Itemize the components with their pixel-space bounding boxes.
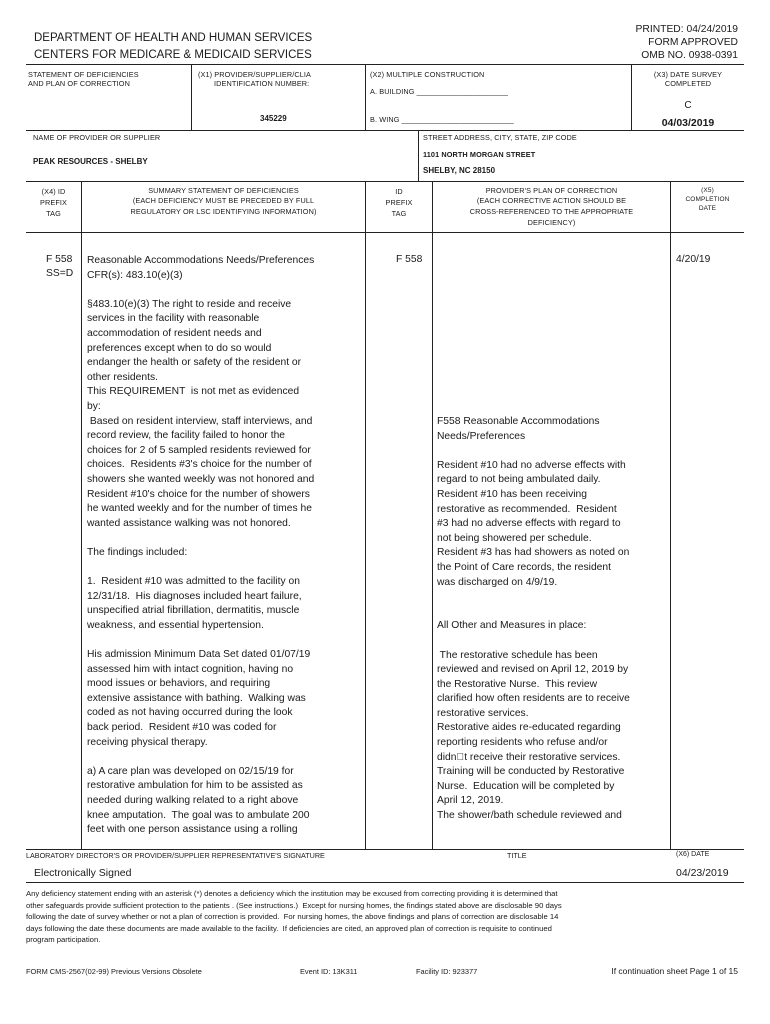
table-bottom-rule — [26, 849, 744, 850]
wing-line: B. WING ___________________________ — [370, 115, 514, 124]
id-header: TAG — [391, 209, 407, 218]
agency-title: CENTERS FOR MEDICARE & MEDICAID SERVICES — [34, 49, 312, 61]
address-street: 1101 NORTH MORGAN STREET — [423, 150, 536, 159]
date-label: (X6) DATE — [676, 851, 710, 858]
grid-rule — [26, 181, 744, 182]
x5-header: COMPLETION — [685, 196, 730, 203]
plan-of-correction: F558 Reasonable Accommodations Needs/Preferences Resident #10 had no adverse effects with regard to not being ambulated daily. Resident #10 has been receiving restorative as recommended. Resident #3 had no adverse effects with regard to not being showered per schedule. Resident #3 has had showers as noted on the Point of Care records, the resident was discharged on 4/9/19. All Other and Measures in place: The restorative schedule has been reviewed and revised on April 12, 2019 by the Restorative Nurse. This review clarified how often residents are to receive restorative services. Restorative aides re-educated regarding reporting residents who refuse and/or didn t receive their restorative services. Training will be conducted by Restorative Nurse. Education will be completed by April 12, 2019. The shower/bath schedule reviewed and — [437, 416, 630, 822]
survey-code: C — [684, 100, 692, 111]
signature-value: Electronically Signed — [34, 867, 132, 879]
x3-label: (X3) DATE SURVEY — [653, 70, 723, 79]
plan-tag: F 558 — [396, 254, 423, 265]
x4-header: (X4) ID — [41, 187, 66, 196]
plan-header: PROVIDER'S PLAN OF CORRECTION — [485, 186, 618, 195]
provider-id: 345229 — [260, 114, 287, 123]
id-header: ID — [395, 187, 403, 196]
x5-header: DATE — [698, 205, 717, 212]
address-city: SHELBY, NC 28150 — [423, 166, 496, 175]
statement-label: AND PLAN OF CORRECTION — [28, 79, 130, 88]
x3-label: COMPLETED — [664, 79, 712, 88]
deficiency-statement: Reasonable Accommodations Needs/Preferences CFR(s): 483.10(e)(3) §483.10(e)(3) The right to reside and receive services in the facility with reasonable accommodation of resident needs and preferences except when to do so would endanger the health or safety of the resident or other residents. This REQUIREMENT is not met as evidenced by: Based on resident interview, staff interviews, and record review, the facility failed to honor the choices for 2 of 5 sampled residents reviewed for choices. Residents #3's choice for the number of showers she wanted weekly was not honored and Resident #10's choice for the number of showers he wanted weekly and for the number of times he wanted assistance walking was not honored. The findings included: 1. Resident #10 was admitted to the facility on 12/31/18. His diagnoses included heart failure, unspecified atrial fibrillation, dermatitis, muscle weakness, and essential hypertension. His admission Minimum Data Set dated 01/07/19 assessed him with intact cognition, having no mood issues or behaviors, and requiring extensive assistance with bathing. Walking was coded as not having occurred during the look back period. Resident #10 was coded for receiving physical therapy. a) A care plan was developed on 02/15/19 for restorative ambulation for him to be assisted as needed during walking related to a right above knee amputation. The goal was to ambulate 200 feet with one person assistance using a rolling — [87, 255, 315, 836]
plan-header: (EACH CORRECTIVE ACTION SHOULD BE — [476, 196, 627, 205]
x2-label: (X2) MULTIPLE CONSTRUCTION — [370, 70, 485, 79]
top-rule — [26, 64, 744, 65]
x1-label: (X1) PROVIDER/SUPPLIER/CLIA — [198, 70, 311, 79]
disclaimer: Any deficiency statement ending with an asterisk (*) denotes a deficiency which the institution may be excused from correcting providing it is determined that other safeguards provide sufficient protection to the patients . (See instructions.) Except for nursing homes, the findings stated above are disclosable 90 days following the date of survey whether or not a plan of correction is provided. For nursing homes, the above findings and plans of correction are disclosable 14 days following the date these documents are made available to the facility. If deficiencies are cited, an approved plan of correction is requisite to continued program participation. — [26, 889, 562, 944]
building-line: A. BUILDING ______________________ — [370, 87, 509, 96]
signature-date: 04/23/2019 — [676, 867, 729, 879]
x5-header: (X5) — [701, 187, 714, 194]
form-approved: FORM APPROVED — [648, 37, 738, 48]
title-label: TITLE — [507, 851, 527, 860]
signature-rule — [26, 882, 744, 883]
facility-id: Facility ID: 923377 — [416, 967, 478, 976]
page-indicator: If continuation sheet Page 1 of 15 — [611, 966, 738, 976]
provider-name: PEAK RESOURCES - SHELBY — [33, 157, 148, 166]
form-number: FORM CMS-2567(02-99) Previous Versions Obsolete — [26, 967, 202, 976]
plan-header: CROSS-REFERENCED TO THE APPROPRIATE — [469, 207, 634, 216]
summary-header: SUMMARY STATEMENT OF DEFICIENCIES — [148, 186, 299, 195]
id-header: PREFIX — [385, 198, 413, 207]
survey-date: 04/03/2019 — [661, 117, 715, 129]
omb-number: OMB NO. 0938-0391 — [641, 50, 738, 61]
column-divider — [81, 181, 82, 849]
column-divider — [432, 181, 433, 849]
summary-header: (EACH DEFICIENCY MUST BE PRECEDED BY FULL — [132, 196, 315, 205]
deficiency-tag: F 558 — [46, 254, 73, 265]
x4-header: PREFIX — [40, 198, 67, 207]
grid-divider — [418, 130, 419, 181]
event-id: Event ID: 13K311 — [300, 967, 358, 976]
department-title: DEPARTMENT OF HEALTH AND HUMAN SERVICES — [34, 32, 313, 44]
address-label: STREET ADDRESS, CITY, STATE, ZIP CODE — [423, 133, 577, 142]
scope-severity: SS=D — [46, 268, 74, 279]
grid-divider — [365, 64, 366, 130]
column-divider — [670, 181, 671, 849]
x4-header: TAG — [46, 209, 61, 218]
statement-label: STATEMENT OF DEFICIENCIES — [28, 70, 139, 79]
grid-rule — [26, 232, 744, 233]
column-divider — [365, 181, 366, 849]
grid-rule — [26, 130, 744, 131]
provider-name-label: NAME OF PROVIDER OR SUPPLIER — [33, 133, 161, 142]
printed-date: PRINTED: 04/24/2019 — [635, 24, 738, 35]
signature-label: LABORATORY DIRECTOR'S OR PROVIDER/SUPPLIER REPRESENTATIVE'S SIGNATURE — [26, 851, 325, 860]
grid-divider — [191, 64, 192, 130]
summary-header: REGULATORY OR LSC IDENTIFYING INFORMATION) — [130, 207, 317, 216]
completion-date: 4/20/19 — [676, 254, 711, 265]
x1-label: IDENTIFICATION NUMBER: — [214, 79, 310, 88]
plan-header: DEFICIENCY) — [527, 218, 576, 227]
